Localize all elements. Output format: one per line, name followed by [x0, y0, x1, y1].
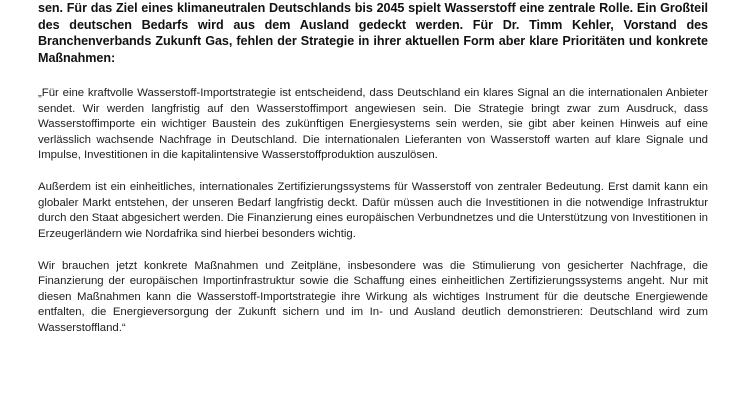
body-text-block: [38, 86, 708, 336]
paragraph-2: Außerdem ist ein einheitliches, internationales Zertifizierungssystems für Wasserstoff von zentraler Bedeutung. Erst damit kann ein globaler Markt entstehen, der unseren Bedarf langfristig deckt. Dafür müssen auch die Investitionen in die notwendige Infrastruktur durch den Staat abgesichert werden. Die Finanzierung eines europäischen Verbundnetzes und die Unterstützung von Investitionen in Erzeugerländern wie Nordafrika sind hierbei besonders wichtig.: [38, 181, 708, 240]
lead-paragraph: sen. Für das Ziel eines klimaneutralen Deutschlands bis 2045 spielt Wasserstoff eine zentrale Rolle. Ein Großteil des deutschen Bedarfs wird aus dem Ausland gedeckt werden. Für Dr. Timm Kehler, Vorstand des Branchenverbands Zukunft Gas, fehlen der Strategie in ihrer aktuellen Form aber klare Prioritäten und konkrete Maßnahmen:: [38, 1, 708, 65]
paragraph-1: „Für eine kraftvolle Wasserstoff-Importstrategie ist entscheidend, dass Deutschland ein klares Signal an die internationalen Anbieter sendet. Wir werden langfristig auf den Wasserstoffimport angewiesen sein. Die Strategie bringt zwar zum Ausdruck, dass Wasserstoffimporte ein wichtiger Baustein des zukünftigen Energiesystems sein werden, sie gibt aber keinen Hinweis auf eine verlässlich wachsende Nachfrage in Deutschland. Die internationalen Lieferanten von Wasserstoff warten auf klare Signale und Impulse, Investitionen in die kapitalintensive Wasserstoffproduktion auszulösen.: [38, 87, 708, 161]
paragraph-3: Wir brauchen jetzt konkrete Maßnahmen und Zeitpläne, insbesondere was die Stimulierung von gesicherter Nachfrage, die Finanzierung der europäischen Importinfrastruktur sowie die Schaffung eines einheitlichen Zertifizierungssystems angeht. Nur mit diesen Maßnahmen kann die Wasserstoff-Importstrategie ihre Wirkung als wichtiges Instrument für die deutsche Energiewende entfalten, die Energieversorgung der Zukunft sichern und im In- und Ausland deutlich demonstrieren: Deutschland wird zum Wasserstoffland.“: [38, 260, 708, 334]
